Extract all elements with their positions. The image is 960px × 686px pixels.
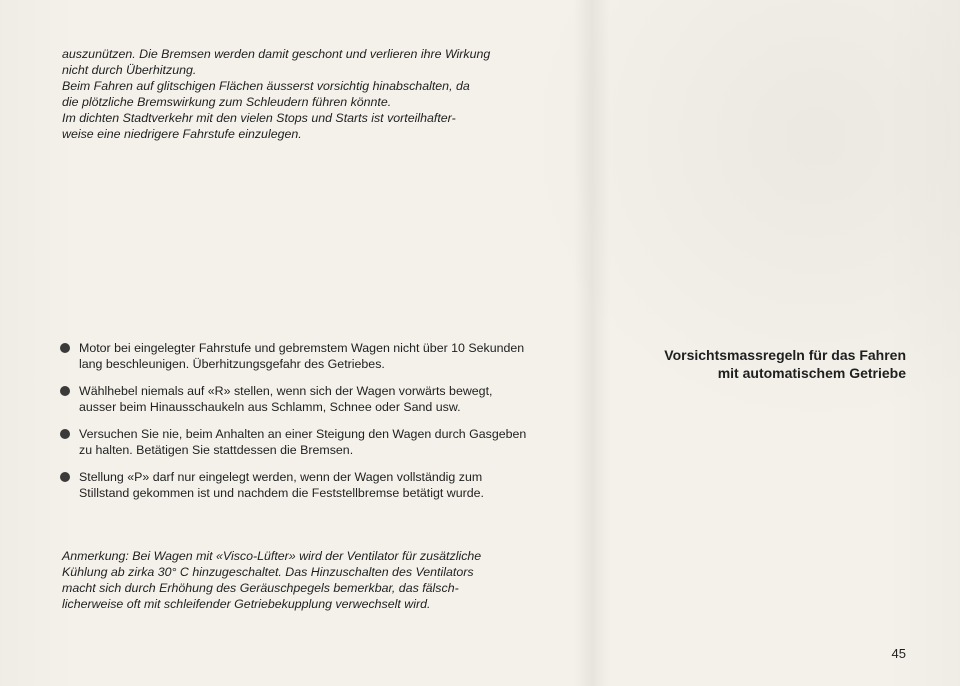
bullet-item [60,426,530,458]
intro-line: die plötzliche Bremswirkung zum Schleudern führen könnte. [62,95,392,109]
page-number: 45 [891,646,906,661]
bullet-dot-icon [60,386,70,396]
note-line: Kühlung ab zirka 30° C hinzugeschaltet. Das Hinzuschalten des Ventilators [62,565,474,579]
safety-bullets [60,340,530,512]
bullet-item [60,469,530,501]
left-page-content [62,46,530,142]
note-text [62,548,530,612]
intro-line: Im dichten Stadtverkehr mit den vielen Stops und Starts ist vorteilhafter- [62,111,456,125]
bullet-dot-icon [60,343,70,353]
bullet-item [60,383,530,415]
section-title-line: Vorsichtsmassregeln für das Fahren [664,347,906,363]
bullet-item [60,340,530,372]
bullet-text: Stellung «P» darf nur eingelegt werden, wenn der Wagen vollständig zum Stillstand gekommen ist und nachdem die Feststellbremse betätigt wurde. [79,470,484,500]
bullet-text: Motor bei eingelegter Fahrstufe und gebremstem Wagen nicht über 10 Sekunden lang beschleunigen. Überhitzungsgefahr des Getriebes. [79,341,525,371]
note-line: Anmerkung: Bei Wagen mit «Visco-Lüfter» wird der Ventilator für zusätzliche [62,549,482,563]
page-gutter [574,0,610,686]
intro-line: Beim Fahren auf glitschigen Flächen äusserst vorsichtig hinabschalten, da [62,79,470,93]
bullet-dot-icon [60,472,70,482]
bullet-text: Versuchen Sie nie, beim Anhalten an einer Steigung den Wagen durch Gasgeben zu halten. Betätigen Sie stattdessen die Bremsen. [79,427,527,457]
note-line: macht sich durch Erhöhung des Geräuschpegels bemerkbar, das fälsch- [62,581,459,595]
intro-line: weise eine niedrigere Fahrstufe einzulegen. [62,127,302,141]
bullet-dot-icon [60,429,70,439]
intro-text [62,46,530,142]
note-line: licherweise oft mit schleifender Getriebekupplung verwechselt wird. [62,597,431,611]
intro-line: auszunützen. Die Bremsen werden damit geschont und verlieren ihre Wirkung [62,47,491,61]
bullet-text: Wählhebel niemals auf «R» stellen, wenn sich der Wagen vorwärts bewegt, ausser beim Hinausschaukeln aus Schlamm, Schnee oder Sand usw. [79,384,493,414]
section-title-line: mit automatischem Getriebe [717,365,906,381]
section-title [586,346,906,382]
intro-line: nicht durch Überhitzung. [62,63,197,77]
